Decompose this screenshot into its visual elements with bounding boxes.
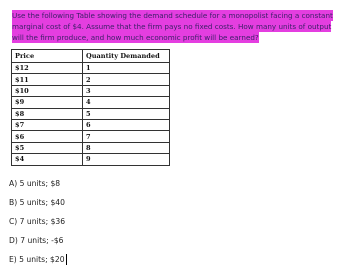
answer-option-label: A) 5 units; $8 xyxy=(9,179,61,188)
question-prompt xyxy=(12,10,342,43)
question-text: Use the following Table showing the demand schedule for a monopolist facing a constant marginal cost of $4. Assume that the firm pays no fixed costs. How many units of output will the firm produce, and how much economic profit will be earned? xyxy=(12,11,333,42)
price-cell: $8 xyxy=(12,108,83,119)
table-row xyxy=(12,74,170,85)
answer-option-c[interactable] xyxy=(9,212,67,231)
quantity-cell: 7 xyxy=(83,131,170,142)
quantity-cell: 6 xyxy=(83,119,170,130)
table-header-row xyxy=(12,50,170,63)
answer-option-label: D) 7 units; -$6 xyxy=(9,236,64,245)
answer-option-e[interactable] xyxy=(9,250,67,269)
quantity-cell: 4 xyxy=(83,97,170,108)
column-header-quantity: Quantity Demanded xyxy=(83,50,170,63)
quantity-cell: 1 xyxy=(83,63,170,74)
text-cursor xyxy=(66,254,68,265)
table-row xyxy=(12,131,170,142)
table-row xyxy=(12,119,170,130)
table-row xyxy=(12,97,170,108)
demand-schedule-table xyxy=(11,49,170,166)
answer-option-b[interactable] xyxy=(9,193,67,212)
table-row xyxy=(12,108,170,119)
quantity-cell: 3 xyxy=(83,85,170,96)
price-cell: $7 xyxy=(12,119,83,130)
table-row xyxy=(12,85,170,96)
price-cell: $11 xyxy=(12,74,83,85)
answer-option-d[interactable] xyxy=(9,231,67,250)
answer-option-label: E) 5 units; $20 xyxy=(9,255,65,264)
quantity-cell: 9 xyxy=(83,154,170,165)
answer-option-label: B) 5 units; $40 xyxy=(9,198,65,207)
price-cell: $9 xyxy=(12,97,83,108)
table-row xyxy=(12,142,170,153)
answer-option-label: C) 7 units; $36 xyxy=(9,217,66,226)
price-cell: $10 xyxy=(12,85,83,96)
price-cell: $4 xyxy=(12,154,83,165)
price-cell: $12 xyxy=(12,63,83,74)
price-cell: $5 xyxy=(12,142,83,153)
table-row xyxy=(12,63,170,74)
column-header-price: Price xyxy=(12,50,83,63)
quantity-cell: 8 xyxy=(83,142,170,153)
table-row xyxy=(12,154,170,165)
price-cell: $6 xyxy=(12,131,83,142)
quantity-cell: 5 xyxy=(83,108,170,119)
answer-option-a[interactable] xyxy=(9,174,67,193)
quantity-cell: 2 xyxy=(83,74,170,85)
